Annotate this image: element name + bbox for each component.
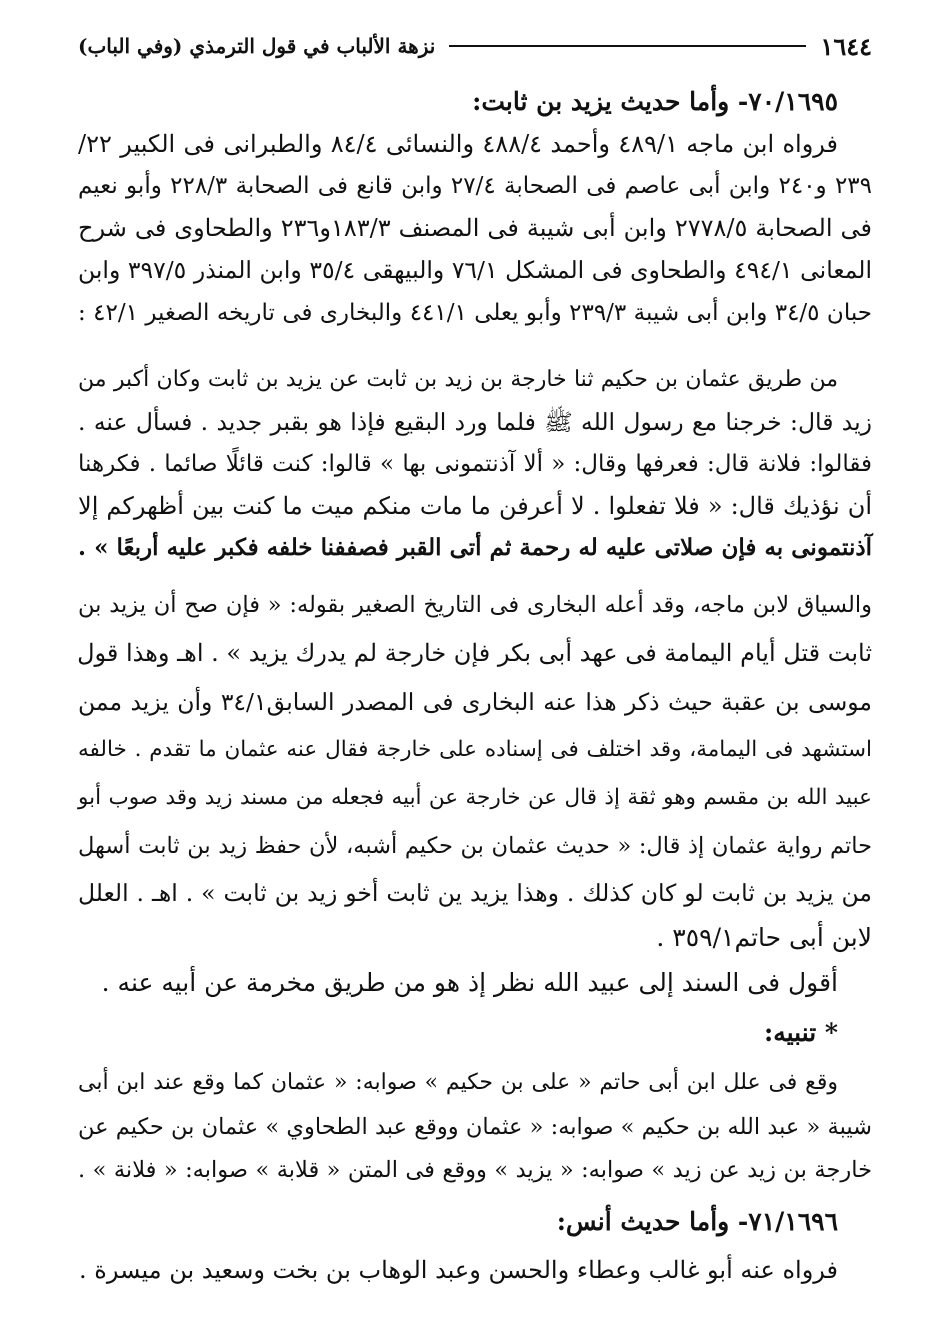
body-line: فى الصحابة ٢٧٧٨/٥ وابن أبى شيبة فى المصنف ١٨٣/٣و٢٣٦ والطحاوى فى شرح [78,214,872,242]
body-line: والسياق لابن ماجه، وقد أعله البخارى فى التاريخ الصغير بقوله: « فإن صح أن يزيد بن [78,592,872,618]
body-line: موسى بن عقبة حيث ذكر هذا عنه البخارى فى المصدر السابق٣٤/١ وأن يزيد ممن [78,688,872,716]
body-line: فقالوا: فلانة قال: فعرفها وقال: « ألا آذنتمونى بها » قالوا: كنت قائلًا صائما . فكرهنا [78,451,872,477]
body-line: فرواه عنه أبو غالب وعطاء والحسن وعبد الوهاب بن بخت وسعيد بن ميسرة . [79,1256,838,1284]
body-line: وقع فى علل ابن أبى حاتم « على بن حكيم » صوابه: « عثمان كما وقع عند ابن أبى [78,1070,838,1095]
body-line: زيد قال: خرجنا مع رسول الله ﷺ فلما ورد البقيع فإذا هو بقبر جديد . فسأل عنه . [78,408,872,436]
body-line-hadith-text: آذنتمونى به فإن صلاتى عليه له رحمة ثم أتى القبر فصففنا خلفه فكبر عليه أربعًا » . [78,534,872,561]
body-line: شيبة « عبد الله بن حكيم » صوابه: « عثمان ووقع عبد الطحاوي » عثمان بن حكيم عن [78,1114,872,1140]
body-line: حبان ٣٤/٥ وابن أبى شيبة ٢٣٩/٣ وأبو يعلى ٤٤١/١ والبخارى فى تاريخه الصغير ٤٢/١ : [78,300,872,326]
body-line: ٢٣٩ و٢٤٠ وابن أبى عاصم فى الصحابة ٢٧/٤ وابن قانع فى الصحابة ٢٢٨/٣ وأبو نعيم [78,173,873,199]
body-line-comment: أقول فى السند إلى عبيد الله نظر إذ هو من طريق مخرمة عن أبيه عنه . [101,968,838,997]
body-line: أن نؤذيك قال: « فلا تفعلوا . لا أعرفن ما مات منكم ميت ما كنت بين أظهركم إلا [78,492,872,520]
heading-tanbih: * تنبيه: [764,1018,838,1047]
heading-hadith-anas: ٧١/١٦٩٦- وأما حديث أنس: [556,1207,838,1236]
body-line: من طريق عثمان بن حكيم ثنا خارجة بن زيد بن ثابت عن يزيد بن ثابت وكان أكبر من [78,367,838,392]
body-line: عبيد الله بن مقسم وهو ثقة إذ قال عن خارجة عن أبيه فجعله من مسند زيد وقد صوب أبو [78,785,872,810]
body-line: استشهد فى اليمامة، وقد اختلف فى إسناده على خارجة فقال عنه عثمان ما تقدم . خالفه [78,737,872,762]
body-line: ثابت قتل أيام اليمامة فى عهد أبى بكر فإن خارجة لم يدرك يزيد » . اهـ وهذا قول [77,639,872,667]
running-title: نزهة الألباب في قول الترمذي (وفي الباب) [78,34,436,58]
body-line: المعانى ٤٩٤/١ والطحاوى فى المشكل ٧٦/١ والبيهقى ٣٥/٤ وابن المنذر ٣٩٧/٥ وابن [78,256,872,284]
body-line: حاتم رواية عثمان إذ قال: « حديث عثمان بن حكيم أشبه، لأن حفظ زيد بن ثابت أسهل [78,833,872,859]
heading-hadith-yazid: ٧٠/١٦٩٥- وأما حديث يزيد بن ثابت: [472,87,838,116]
header-rule [449,45,806,47]
page-number: ١٦٤٤ [820,31,872,61]
page-header [78,30,872,62]
body-line: خارجة بن زيد عن زيد » صوابه: « يزيد » ووقع فى المتن « قلابة » صوابه: « فلانة » . [78,1157,872,1183]
body-line: من يزيد بن ثابت لو كان كذلك . وهذا يزيد ين ثابت أخو زيد بن ثابت » . اهـ . العلل [78,879,872,907]
body-line: لابن أبى حاتم٣٥٩/١ . [656,923,872,952]
body-line: فرواه ابن ماجه ٤٨٩/١ وأحمد ٤٨٨/٤ والنسائى ٨٤/٤ والطبرانى فى الكبير ٢٢/ [78,130,839,158]
